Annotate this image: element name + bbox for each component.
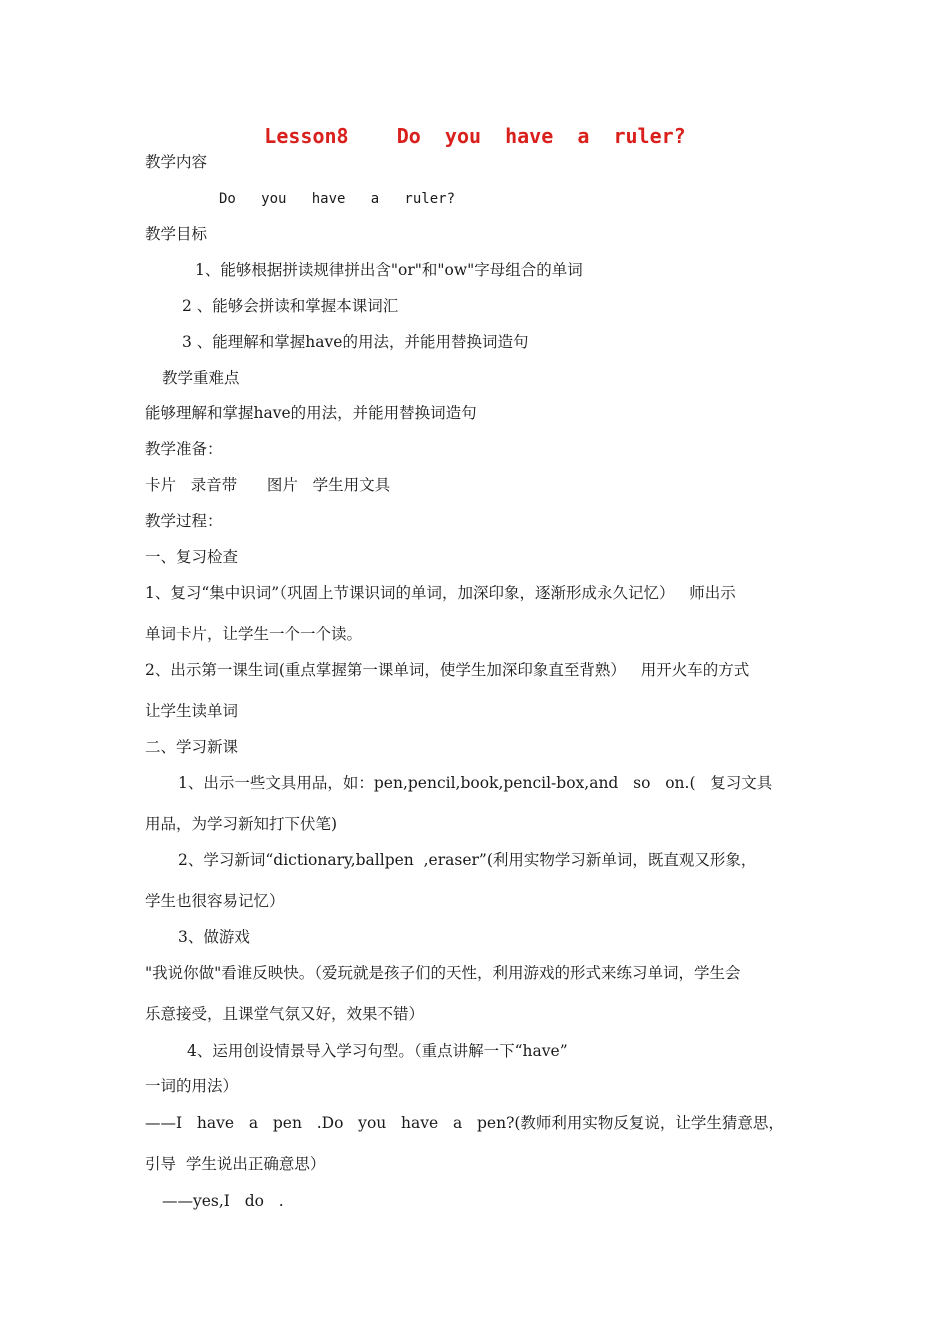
s2-item4-line-b: 一词的用法） [145, 1077, 239, 1095]
prep-text: 卡片 录音带 图片 学生用文具 [145, 476, 391, 494]
s2-item1-line-a: 1、出示一些文具用品，如：pen,pencil,book,pencil-box,and so on.( 复习文具 [178, 774, 773, 792]
key-heading: 教学重难点 [162, 369, 240, 387]
key-text: 能够理解和掌握have的用法，并能用替换词造句 [145, 404, 477, 422]
goal-2: 2 、能够会拼读和掌握本课词汇 [182, 297, 399, 315]
s2-item3: 3、做游戏 [178, 928, 250, 946]
goal-1: 1、能够根据拼读规律拼出含"or"和"ow"字母组合的单词 [195, 261, 583, 279]
s1-item2-line-b: 让学生读单词 [145, 702, 239, 720]
section-2-heading: 二、学习新课 [145, 738, 239, 756]
s1-item1-line-a: 1、复习“集中识词”（巩固上节课识词的单词，加深印象，逐渐形成永久记忆） 师出示 [145, 584, 736, 602]
s2-item2-line-a: 2、学习新词“dictionary,ballpen ,eraser”(利用实物学习新单词，既直观又形象， [178, 851, 757, 869]
dialog-2: ——yes,I do . [162, 1192, 284, 1210]
s2-item2-line-b: 学生也很容易记忆） [145, 892, 285, 910]
s1-item2-line-a: 2、出示第一课生词(重点掌握第一课单词，使学生加深印象直至背熟） 用开火车的方式 [145, 661, 750, 679]
content-text: Do you have a ruler? [219, 191, 456, 207]
goals-heading: 教学目标 [145, 225, 208, 243]
section-1-heading: 一、复习检查 [145, 548, 239, 566]
dialog-1-line-a: ——I have a pen .Do you have a pen?(教师利用实物反复说，让学生猜意思， [145, 1114, 784, 1132]
process-heading: 教学过程： [145, 512, 223, 530]
s2-item1-line-b: 用品，为学习新知打下伏笔) [145, 815, 338, 833]
s1-item1-line-b: 单词卡片，让学生一个一个读。 [145, 625, 363, 643]
s2-game-line-a: "我说你做"看谁反映快。（爱玩就是孩子们的天性，利用游戏的形式来练习单词，学生会 [145, 964, 741, 982]
prep-heading: 教学准备： [145, 440, 223, 458]
lesson-title: Lesson8 Do you have a ruler? [264, 124, 686, 148]
s2-game-line-b: 乐意接受，且课堂气氛又好，效果不错） [145, 1005, 425, 1023]
s2-item4-line-a: 4、运用创设情景导入学习句型。（重点讲解一下“have” [187, 1042, 568, 1060]
goal-3: 3 、能理解和掌握have的用法，并能用替换词造句 [182, 333, 529, 351]
content-heading: 教学内容 [145, 153, 208, 171]
dialog-1-line-b: 引导 学生说出正确意思） [145, 1155, 326, 1173]
